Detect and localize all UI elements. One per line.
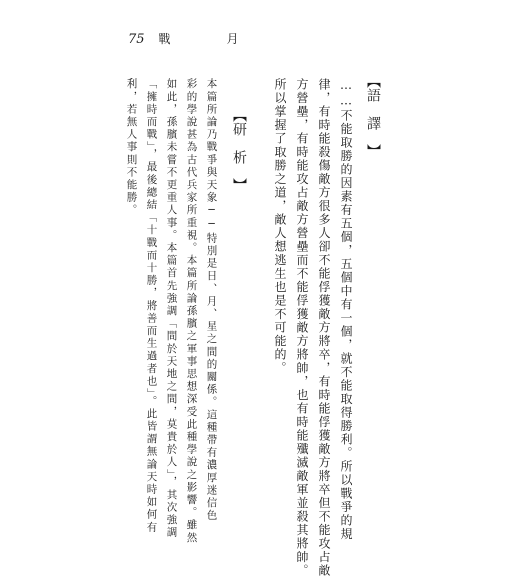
analysis-line-4: 「擁時而戰」，最後總結「十戰而十勝，將善而生過者也」。此皆謂無論天時如何有 bbox=[145, 78, 158, 534]
analysis-heading: 【研析】 bbox=[231, 108, 247, 192]
analysis-line-3: 如此，孫臏未嘗不更重人事。本篇首先強調「間於天地之間，莫貴於人」，其次強調 bbox=[165, 78, 178, 539]
running-title: 戰 月 bbox=[158, 32, 261, 46]
translation-line-2: 律，有時能殺傷敵方很多人卻不能俘獲敵方將卒，有時能俘獲敵方將卒但不能攻占敵 bbox=[317, 78, 331, 578]
analysis-line-1: 本篇所論乃戰爭與天象──特別是日、月、星之間的關係。這種帶有濃厚迷信色 bbox=[205, 78, 218, 522]
page-header bbox=[128, 30, 261, 47]
translation-heading: 【語譯】 bbox=[365, 74, 381, 158]
translation-line-3: 方營壘，有時能攻占敵方營壘而不能俘獲敵方將帥，也有時能殲滅敵軍並殺其將帥。 bbox=[295, 78, 309, 578]
translation-line-1: ……不能取勝的因素有五個，五個中有一個，就不能取得勝利。所以戰爭的規 bbox=[339, 78, 353, 541]
analysis-line-2: 彩的學說甚為古代兵家所重視。本篇所論孫臏之軍事思想深受此種學說之影響。雖然 bbox=[185, 78, 198, 545]
analysis-line-5: 利，若無人事則不能勝。 bbox=[125, 78, 138, 217]
analysis-heading-text: 研析 bbox=[231, 122, 247, 178]
translation-line-4: 所以掌握了取勝之道，敵人想逃生也是不可能的。 bbox=[273, 78, 287, 375]
page-number: 75 bbox=[128, 32, 145, 47]
translation-heading-text: 語譯 bbox=[365, 88, 381, 144]
